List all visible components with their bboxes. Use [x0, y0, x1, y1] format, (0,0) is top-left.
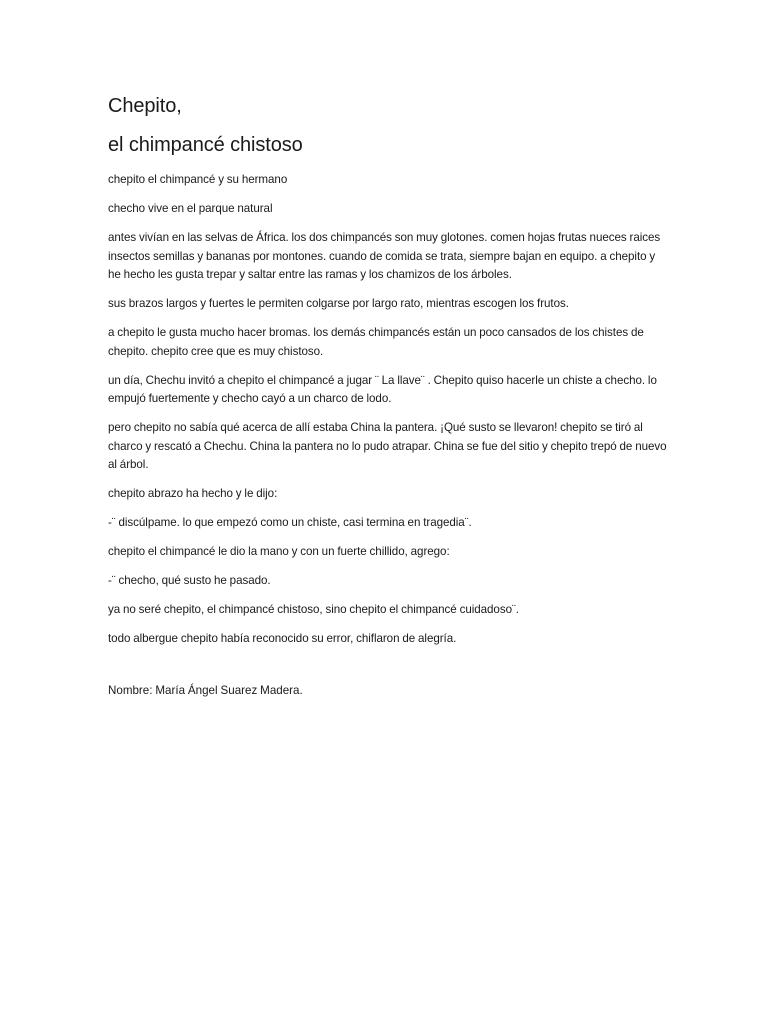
- paragraph-11: -¨ checho, qué susto he pasado.: [108, 574, 271, 587]
- document-content: [108, 94, 668, 700]
- paragraph-9: -¨ discúlpame. lo que empezó como un chiste, casi termina en tragedia¨.: [108, 516, 472, 529]
- author-signature: Nombre: María Ángel Suarez Madera.: [108, 683, 303, 697]
- title-line-1: Chepito,: [108, 95, 182, 117]
- paragraph-1: chepito el chimpancé y su hermano: [108, 173, 288, 186]
- paragraph-12: ya no seré chepito, el chimpancé chistoso, sino chepito el chimpancé cuidadoso¨.: [108, 603, 519, 616]
- paragraph-7: pero chepito no sabía qué acerca de allí estaba China la pantera. ¡Qué susto se llevaron! chepito se tiró al charco y rescató a Chechu. China la pantera no lo pudo atrapar. China se fue del sitio y chepito trepó de nuevo al árbol.: [108, 421, 667, 471]
- paragraph-4: sus brazos largos y fuertes le permiten colgarse por largo rato, mientras escogen los frutos.: [108, 297, 569, 310]
- paragraph-10: chepito el chimpancé le dio la mano y con un fuerte chillido, agrego:: [108, 545, 450, 558]
- title-line-2: el chimpancé chistoso: [108, 134, 303, 156]
- paragraph-2: checho vive en el parque natural: [108, 202, 273, 215]
- paragraph-3: antes vivían en las selvas de África. los dos chimpancés son muy glotones. comen hojas frutas nueces raices insectos semillas y bananas por montones. cuando de comida se trata, siempre bajan en equipo. a chepito y he hecho les gusta trepar y saltar entre las ramas y los chamizos de los árboles.: [108, 231, 661, 281]
- paragraph-5: a chepito le gusta mucho hacer bromas. los demás chimpancés están un poco cansados de los chistes de chepito. chepito cree que es muy chistoso.: [108, 326, 644, 358]
- paragraph-6: un día, Chechu invitó a chepito el chimpancé a jugar ¨ La llave¨ . Chepito quiso hacerle un chiste a checho. lo empujó fuertemente y checho cayó a un charco de lodo.: [108, 373, 657, 405]
- paragraph-8: chepito abrazo ha hecho y le dijo:: [108, 487, 278, 500]
- paragraph-13: todo albergue chepito había reconocido su error, chiflaron de alegría.: [108, 632, 457, 645]
